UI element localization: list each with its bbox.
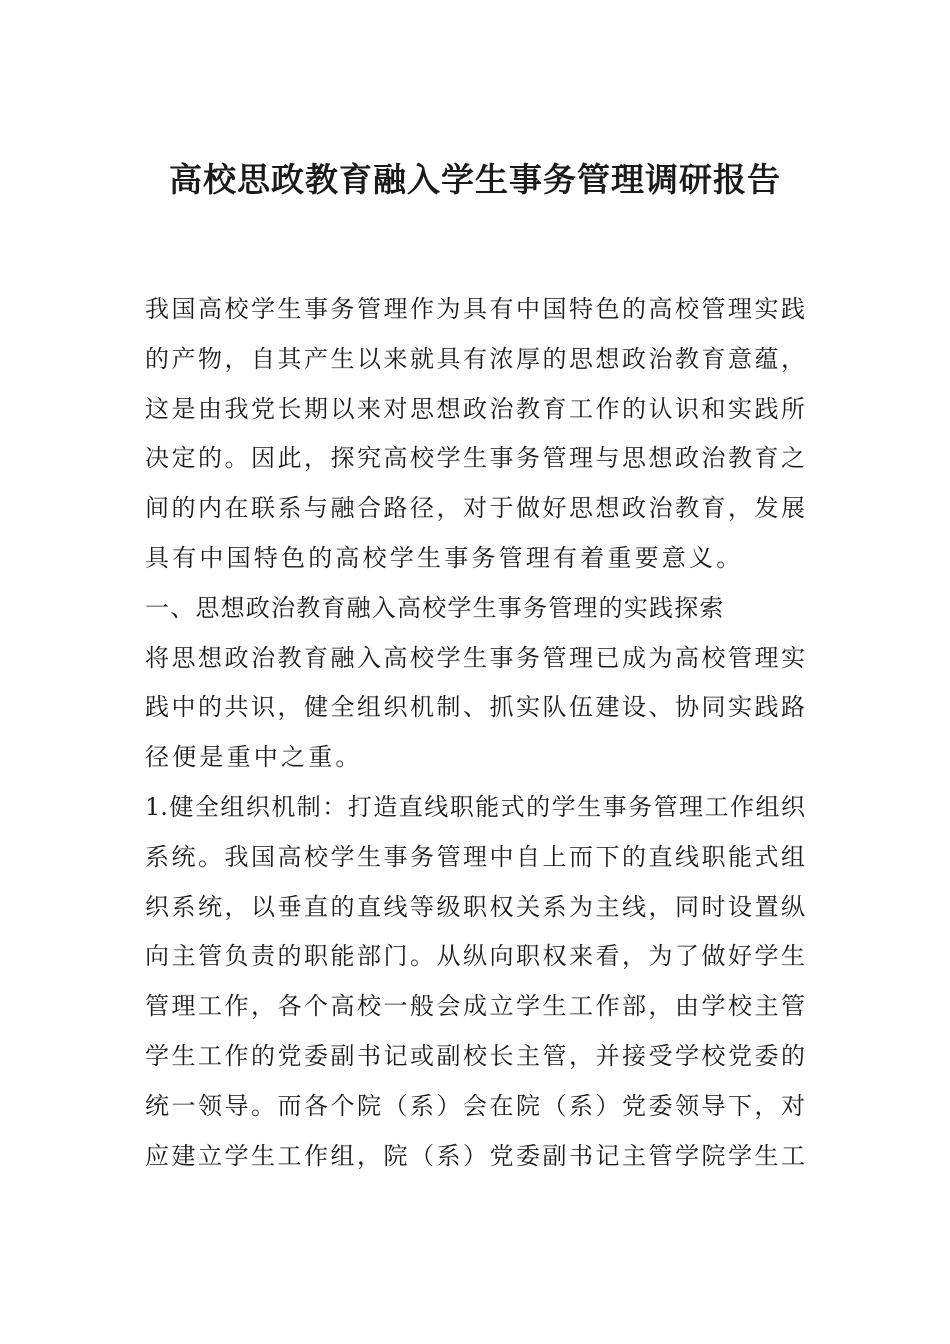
body-line: 学生工作的党委副书记或副校长主管，并接受学校党委的 [145,1041,805,1070]
body-line: 织系统，以垂直的直线等级职权关系为主线，同时设置纵 [145,892,805,921]
subsection-heading: 1.健全组织机制：打造直线职能式的学生事务管理工作组织 [145,792,805,821]
body-line: 的产物，自其产生以来就具有浓厚的思想政治教育意蕴， [145,344,805,373]
body-line: 践中的共识，健全组织机制、抓实队伍建设、协同实践路 [145,693,805,722]
body-line: 具有中国特色的高校学生事务管理有着重要意义。 [145,543,744,572]
document-body [145,285,805,1181]
document-title: 高校思政教育融入学生事务管理调研报告 [169,160,781,199]
body-line: 应建立学生工作组，院（系）党委副书记主管学院学生工 [145,1141,805,1170]
section-heading: 一、思想政治教育融入高校学生事务管理的实践探索 [145,593,725,622]
body-line: 将思想政治教育融入高校学生事务管理已成为高校管理实 [145,643,805,672]
body-line: 这是由我党长期以来对思想政治教育工作的认识和实践所 [145,394,805,423]
body-line: 间的内在联系与融合路径，对于做好思想政治教育，发展 [145,494,805,523]
body-line: 径便是重中之重。 [145,743,363,772]
body-line: 我国高校学生事务管理作为具有中国特色的高校管理实践 [145,295,805,323]
body-line: 系统。我国高校学生事务管理中自上而下的直线职能式组 [145,842,805,871]
body-line: 决定的。因此，探究高校学生事务管理与思想政治教育之 [145,444,805,473]
body-line: 统一领导。而各个院（系）会在院（系）党委领导下，对 [145,1091,805,1120]
body-line: 向主管负责的职能部门。从纵向职权来看，为了做好学生 [145,942,805,971]
body-line: 管理工作，各个高校一般会成立学生工作部，由学校主管 [145,992,805,1021]
